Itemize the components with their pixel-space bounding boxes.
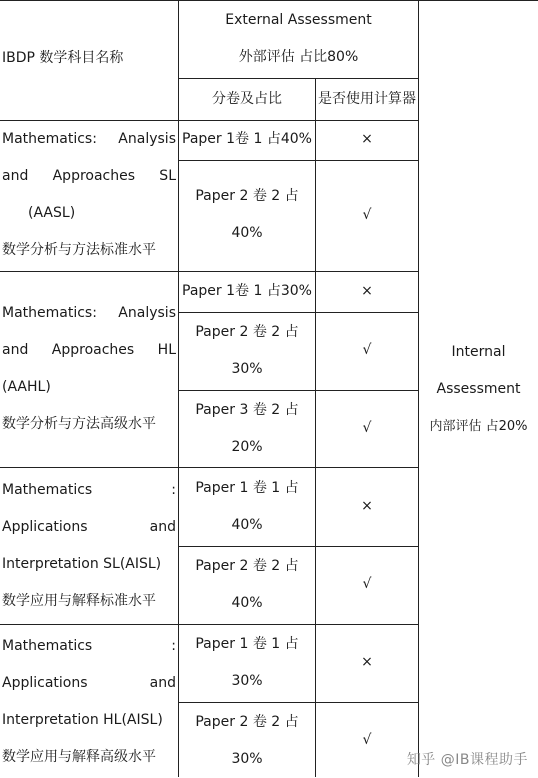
row-divider bbox=[178, 390, 419, 391]
paper-cell: Paper 1 卷 1 占 bbox=[195, 636, 299, 652]
course-line: and Approaches HL bbox=[2, 342, 176, 358]
calculator-cell: √ bbox=[362, 342, 372, 358]
paper-cell: 40% bbox=[231, 517, 263, 533]
paper-cell: Paper 2 卷 2 占 bbox=[195, 714, 299, 730]
internal-assessment-title: Internal bbox=[451, 344, 506, 360]
row-divider bbox=[0, 271, 419, 272]
paper-cell: Paper 3 卷 2 占 bbox=[195, 402, 299, 418]
calculator-cell: √ bbox=[362, 732, 372, 748]
external-assessment-title: External Assessment bbox=[225, 12, 372, 28]
watermark: 知乎 @IB课程助手 bbox=[406, 752, 528, 768]
course-line: Applications and bbox=[2, 519, 176, 535]
course-line: Interpretation HL(AISL) bbox=[2, 712, 163, 728]
paper-cell: Paper 1卷 1 占30% bbox=[182, 283, 312, 299]
paper-cell: 40% bbox=[231, 225, 263, 241]
course-line: Applications and bbox=[2, 675, 176, 691]
paper-cell: Paper 1 卷 1 占 bbox=[195, 480, 299, 496]
course-line: 数学应用与解释标准水平 bbox=[2, 593, 156, 609]
calculator-cell: √ bbox=[362, 207, 372, 223]
row-divider bbox=[178, 546, 419, 547]
calculator-cell: × bbox=[361, 131, 373, 147]
course-line: Mathematics: Analysis bbox=[2, 305, 176, 321]
calculator-cell: √ bbox=[362, 576, 372, 592]
course-line: Mathematics: Analysis bbox=[2, 131, 176, 147]
internal-assessment-share: 内部评估 占20% bbox=[429, 419, 528, 434]
course-line: 数学分析与方法高级水平 bbox=[2, 416, 156, 432]
calculator-cell: √ bbox=[362, 420, 372, 436]
row-divider bbox=[0, 624, 419, 625]
subject-name-header: IBDP 数学科目名称 bbox=[2, 50, 124, 66]
paper-cell: 20% bbox=[231, 439, 263, 455]
paper-cell: Paper 2 卷 2 占 bbox=[195, 558, 299, 574]
row-divider bbox=[178, 160, 419, 161]
row-divider bbox=[178, 312, 419, 313]
course-line: (AASL) bbox=[28, 205, 76, 221]
course-line: (AAHL) bbox=[2, 379, 51, 395]
row-divider bbox=[0, 467, 419, 468]
paper-cell: 30% bbox=[231, 361, 263, 377]
calculator-column-header: 是否使用计算器 bbox=[318, 91, 416, 107]
course-line: and Approaches SL bbox=[2, 168, 176, 184]
paper-column-header: 分卷及占比 bbox=[212, 91, 282, 107]
paper-cell: 40% bbox=[231, 595, 263, 611]
paper-cell: Paper 1卷 1 占40% bbox=[182, 131, 312, 147]
internal-assessment-title: Assessment bbox=[436, 381, 521, 397]
external-assessment-share: 外部评估 占比80% bbox=[238, 49, 359, 65]
calculator-cell: × bbox=[361, 283, 373, 299]
course-line: Mathematics : bbox=[2, 638, 176, 654]
course-line: 数学分析与方法标准水平 bbox=[2, 242, 156, 258]
course-line: 数学应用与解释高级水平 bbox=[2, 749, 156, 765]
paper-cell: 30% bbox=[231, 673, 263, 689]
table-border-top bbox=[0, 0, 538, 1]
paper-cell: Paper 2 卷 2 占 bbox=[195, 324, 299, 340]
calculator-cell: × bbox=[361, 654, 373, 670]
paper-cell: 30% bbox=[231, 751, 263, 767]
calculator-cell: × bbox=[361, 498, 373, 514]
course-line: Interpretation SL(AISL) bbox=[2, 556, 162, 572]
row-divider bbox=[178, 702, 419, 703]
course-line: Mathematics : bbox=[2, 482, 176, 498]
row-divider bbox=[178, 78, 419, 79]
paper-cell: Paper 2 卷 2 占 bbox=[195, 188, 299, 204]
